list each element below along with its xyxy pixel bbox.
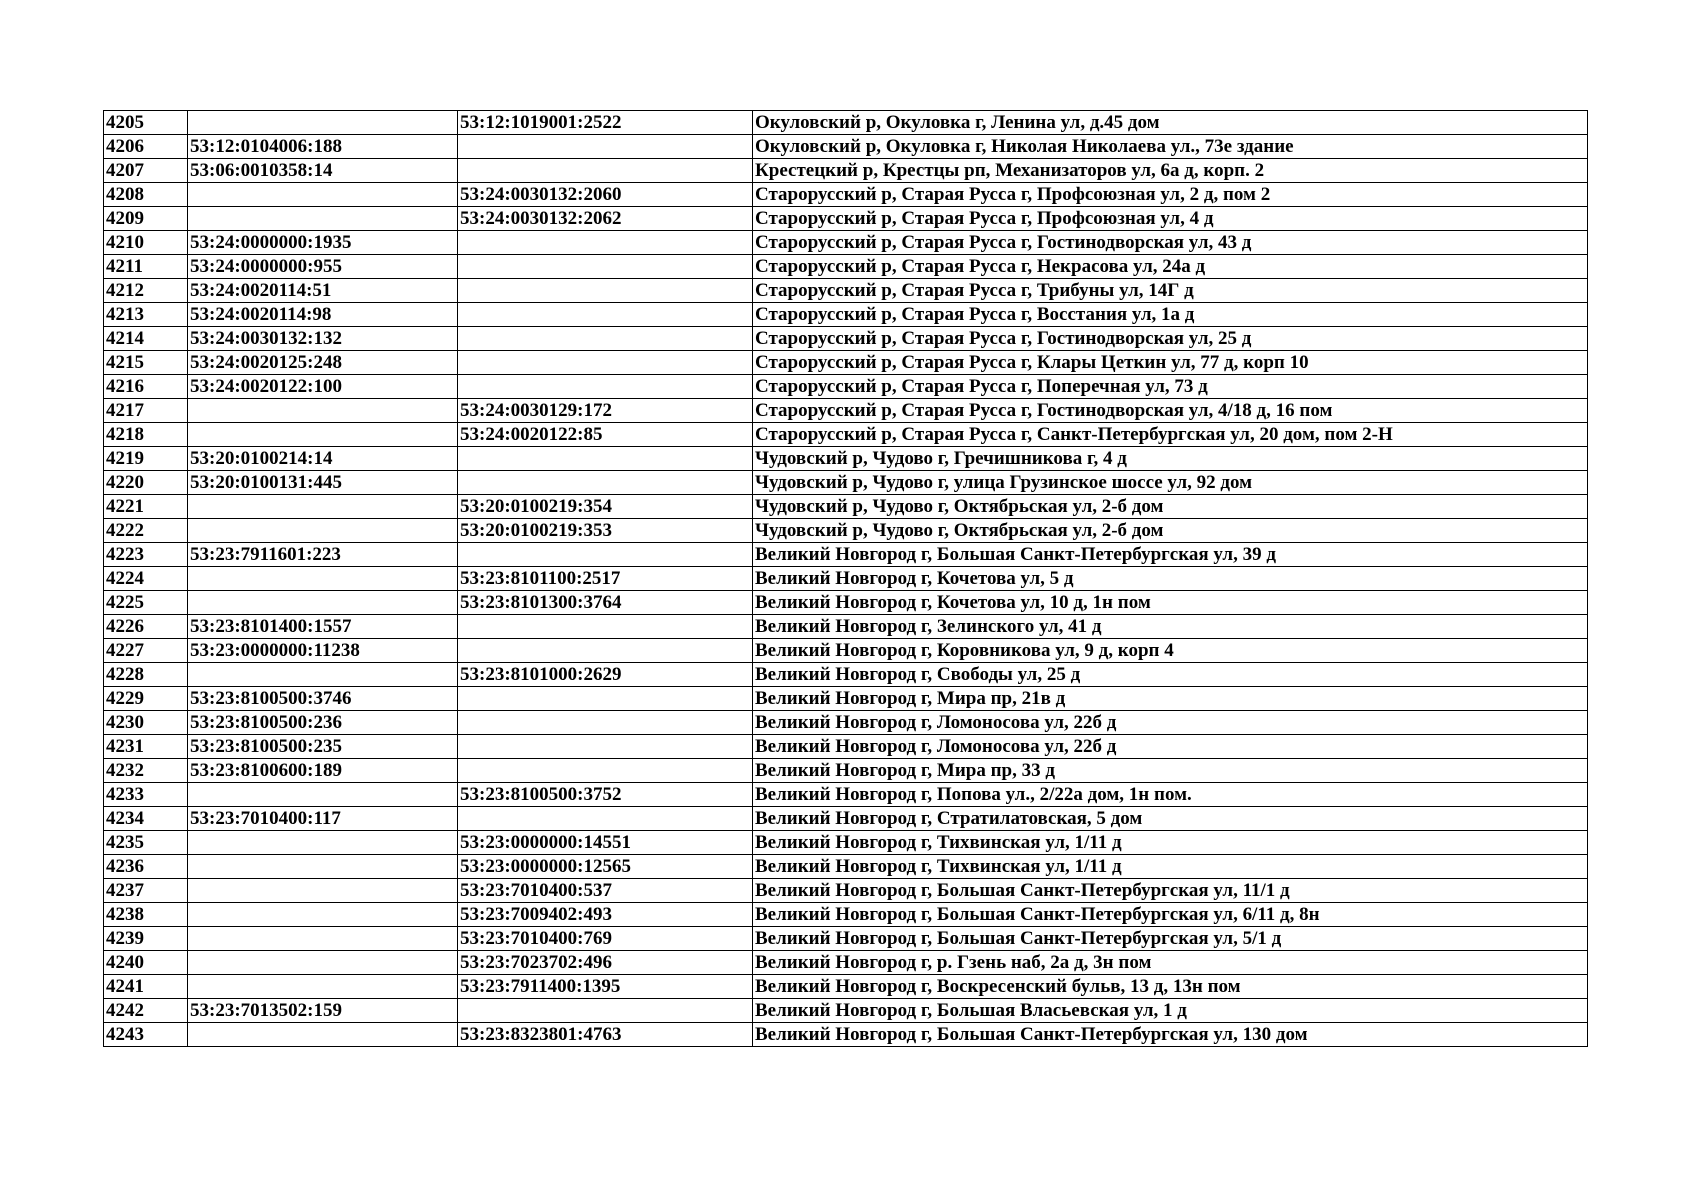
table-row — [104, 903, 1588, 927]
row-number-cell: 4238 — [104, 903, 188, 927]
cadastral-number-alt-cell: 53:24:0030132:2060 — [458, 183, 753, 207]
cadastral-number-cell: 53:12:0104006:188 — [188, 135, 458, 159]
table-row — [104, 543, 1588, 567]
address-cell: Великий Новгород г, Свободы ул, 25 д — [753, 663, 1588, 687]
address-cell: Чудовский р, Чудово г, Гречишникова г, 4 д — [753, 447, 1588, 471]
table-row — [104, 447, 1588, 471]
cadastral-number-cell — [188, 399, 458, 423]
table-row — [104, 495, 1588, 519]
row-number-cell: 4236 — [104, 855, 188, 879]
cadastral-number-alt-cell — [458, 447, 753, 471]
table-row — [104, 375, 1588, 399]
cadastral-number-alt-cell — [458, 375, 753, 399]
address-cell: Великий Новгород г, Коровникова ул, 9 д, корп 4 — [753, 639, 1588, 663]
table-row — [104, 783, 1588, 807]
cadastral-number-alt-cell: 53:20:0100219:354 — [458, 495, 753, 519]
table-row — [104, 351, 1588, 375]
cadastral-number-alt-cell — [458, 135, 753, 159]
table-row — [104, 135, 1588, 159]
cadastral-number-cell: 53:24:0020125:248 — [188, 351, 458, 375]
cadastral-number-alt-cell: 53:24:0020122:85 — [458, 423, 753, 447]
address-cell: Великий Новгород г, Тихвинская ул, 1/11 д — [753, 831, 1588, 855]
table-row — [104, 759, 1588, 783]
row-number-cell: 4207 — [104, 159, 188, 183]
cadastral-number-cell — [188, 951, 458, 975]
cadastral-number-alt-cell: 53:23:7009402:493 — [458, 903, 753, 927]
cadastral-number-cell: 53:23:8101400:1557 — [188, 615, 458, 639]
table-row — [104, 1023, 1588, 1047]
cadastral-number-alt-cell: 53:23:0000000:14551 — [458, 831, 753, 855]
table-row — [104, 831, 1588, 855]
cadastral-number-cell — [188, 879, 458, 903]
cadastral-number-cell: 53:24:0020122:100 — [188, 375, 458, 399]
cadastral-number-alt-cell — [458, 807, 753, 831]
cadastral-number-alt-cell: 53:24:0030132:2062 — [458, 207, 753, 231]
cadastral-number-cell — [188, 903, 458, 927]
cadastral-number-alt-cell — [458, 351, 753, 375]
table-row — [104, 255, 1588, 279]
cadastral-number-cell: 53:24:0000000:1935 — [188, 231, 458, 255]
cadastral-number-alt-cell — [458, 327, 753, 351]
cadastral-number-cell — [188, 927, 458, 951]
row-number-cell: 4206 — [104, 135, 188, 159]
table-row — [104, 207, 1588, 231]
row-number-cell: 4235 — [104, 831, 188, 855]
row-number-cell: 4211 — [104, 255, 188, 279]
cadastral-number-alt-cell: 53:23:7010400:537 — [458, 879, 753, 903]
cadastral-number-alt-cell — [458, 255, 753, 279]
cadastral-number-alt-cell — [458, 231, 753, 255]
table-row — [104, 423, 1588, 447]
address-cell: Старорусский р, Старая Русса г, Профсоюзная ул, 2 д, пом 2 — [753, 183, 1588, 207]
cadastral-number-cell — [188, 831, 458, 855]
table-row — [104, 639, 1588, 663]
row-number-cell: 4231 — [104, 735, 188, 759]
row-number-cell: 4219 — [104, 447, 188, 471]
table-row — [104, 711, 1588, 735]
cadastral-number-alt-cell — [458, 759, 753, 783]
address-cell: Окуловский р, Окуловка г, Николая Николаева ул., 73е здание — [753, 135, 1588, 159]
cadastral-number-cell — [188, 591, 458, 615]
table-row — [104, 399, 1588, 423]
cadastral-number-alt-cell — [458, 279, 753, 303]
address-cell: Окуловский р, Окуловка г, Ленина ул, д.45 дом — [753, 111, 1588, 135]
table-row — [104, 159, 1588, 183]
table-row — [104, 327, 1588, 351]
address-cell: Старорусский р, Старая Русса г, Некрасова ул, 24а д — [753, 255, 1588, 279]
row-number-cell: 4241 — [104, 975, 188, 999]
address-cell: Старорусский р, Старая Русса г, Профсоюзная ул, 4 д — [753, 207, 1588, 231]
address-cell: Великий Новгород г, Мира пр, 21в д — [753, 687, 1588, 711]
table-row — [104, 879, 1588, 903]
cadastral-number-cell — [188, 1023, 458, 1047]
row-number-cell: 4227 — [104, 639, 188, 663]
cadastral-number-alt-cell: 53:23:0000000:12565 — [458, 855, 753, 879]
row-number-cell: 4212 — [104, 279, 188, 303]
row-number-cell: 4230 — [104, 711, 188, 735]
address-cell: Старорусский р, Старая Русса г, Гостинодворская ул, 25 д — [753, 327, 1588, 351]
cadastral-number-cell — [188, 183, 458, 207]
row-number-cell: 4234 — [104, 807, 188, 831]
cadastral-number-alt-cell — [458, 543, 753, 567]
address-cell: Великий Новгород г, р. Гзень наб, 2а д, 3н пом — [753, 951, 1588, 975]
table-row — [104, 519, 1588, 543]
row-number-cell: 4210 — [104, 231, 188, 255]
table-row — [104, 111, 1588, 135]
row-number-cell: 4224 — [104, 567, 188, 591]
cadastral-number-cell — [188, 783, 458, 807]
cadastral-number-cell: 53:23:7010400:117 — [188, 807, 458, 831]
table-row — [104, 687, 1588, 711]
row-number-cell: 4222 — [104, 519, 188, 543]
cadastral-number-cell: 53:20:0100131:445 — [188, 471, 458, 495]
table-row — [104, 735, 1588, 759]
address-cell: Великий Новгород г, Воскресенский бульв, 13 д, 13н пом — [753, 975, 1588, 999]
address-cell: Великий Новгород г, Большая Санкт-Петербургская ул, 11/1 д — [753, 879, 1588, 903]
row-number-cell: 4205 — [104, 111, 188, 135]
address-cell: Великий Новгород г, Большая Санкт-Петербургская ул, 6/11 д, 8н — [753, 903, 1588, 927]
row-number-cell: 4240 — [104, 951, 188, 975]
address-cell: Великий Новгород г, Большая Санкт-Петербургская ул, 5/1 д — [753, 927, 1588, 951]
address-cell: Старорусский р, Старая Русса г, Гостинодворская ул, 4/18 д, 16 пом — [753, 399, 1588, 423]
table-row — [104, 471, 1588, 495]
cadastral-number-cell: 53:23:8100600:189 — [188, 759, 458, 783]
cadastral-number-alt-cell: 53:20:0100219:353 — [458, 519, 753, 543]
cadastral-number-cell: 53:20:0100214:14 — [188, 447, 458, 471]
cadastral-number-cell — [188, 207, 458, 231]
cadastral-number-alt-cell: 53:23:7911400:1395 — [458, 975, 753, 999]
address-cell: Великий Новгород г, Мира пр, 33 д — [753, 759, 1588, 783]
address-cell: Старорусский р, Старая Русса г, Гостинодворская ул, 43 д — [753, 231, 1588, 255]
cadastral-number-cell: 53:24:0030132:132 — [188, 327, 458, 351]
cadastral-number-cell: 53:24:0020114:98 — [188, 303, 458, 327]
cadastral-number-cell — [188, 111, 458, 135]
address-cell: Чудовский р, Чудово г, улица Грузинское шоссе ул, 92 дом — [753, 471, 1588, 495]
table-row — [104, 807, 1588, 831]
row-number-cell: 4216 — [104, 375, 188, 399]
row-number-cell: 4225 — [104, 591, 188, 615]
table-row — [104, 591, 1588, 615]
table-row — [104, 303, 1588, 327]
cadastral-number-cell: 53:23:0000000:11238 — [188, 639, 458, 663]
table-row — [104, 951, 1588, 975]
row-number-cell: 4214 — [104, 327, 188, 351]
property-registry-table — [103, 110, 1588, 1047]
cadastral-number-cell — [188, 567, 458, 591]
row-number-cell: 4218 — [104, 423, 188, 447]
table-row — [104, 975, 1588, 999]
cadastral-number-alt-cell — [458, 711, 753, 735]
address-cell: Старорусский р, Старая Русса г, Клары Цеткин ул, 77 д, корп 10 — [753, 351, 1588, 375]
row-number-cell: 4232 — [104, 759, 188, 783]
row-number-cell: 4215 — [104, 351, 188, 375]
table-body — [104, 111, 1588, 1047]
cadastral-number-alt-cell: 53:23:8101100:2517 — [458, 567, 753, 591]
row-number-cell: 4228 — [104, 663, 188, 687]
cadastral-number-alt-cell: 53:12:1019001:2522 — [458, 111, 753, 135]
table-row — [104, 999, 1588, 1023]
cadastral-number-cell: 53:23:7013502:159 — [188, 999, 458, 1023]
document-page — [103, 110, 1587, 1047]
cadastral-number-alt-cell — [458, 303, 753, 327]
address-cell: Старорусский р, Старая Русса г, Санкт-Петербургская ул, 20 дом, пом 2-Н — [753, 423, 1588, 447]
address-cell: Великий Новгород г, Зелинского ул, 41 д — [753, 615, 1588, 639]
address-cell: Старорусский р, Старая Русса г, Восстания ул, 1а д — [753, 303, 1588, 327]
row-number-cell: 4209 — [104, 207, 188, 231]
address-cell: Чудовский р, Чудово г, Октябрьская ул, 2-б дом — [753, 495, 1588, 519]
cadastral-number-cell — [188, 423, 458, 447]
address-cell: Великий Новгород г, Кочетова ул, 10 д, 1н пом — [753, 591, 1588, 615]
row-number-cell: 4226 — [104, 615, 188, 639]
cadastral-number-alt-cell — [458, 615, 753, 639]
row-number-cell: 4233 — [104, 783, 188, 807]
row-number-cell: 4213 — [104, 303, 188, 327]
cadastral-number-alt-cell — [458, 999, 753, 1023]
row-number-cell: 4229 — [104, 687, 188, 711]
cadastral-number-alt-cell — [458, 159, 753, 183]
row-number-cell: 4223 — [104, 543, 188, 567]
cadastral-number-alt-cell: 53:23:8101000:2629 — [458, 663, 753, 687]
cadastral-number-alt-cell: 53:23:8100500:3752 — [458, 783, 753, 807]
address-cell: Чудовский р, Чудово г, Октябрьская ул, 2-б дом — [753, 519, 1588, 543]
row-number-cell: 4208 — [104, 183, 188, 207]
cadastral-number-alt-cell: 53:23:8323801:4763 — [458, 1023, 753, 1047]
cadastral-number-alt-cell: 53:23:7010400:769 — [458, 927, 753, 951]
cadastral-number-cell — [188, 495, 458, 519]
address-cell: Великий Новгород г, Ломоносова ул, 22б д — [753, 711, 1588, 735]
cadastral-number-alt-cell — [458, 687, 753, 711]
cadastral-number-alt-cell — [458, 735, 753, 759]
table-row — [104, 927, 1588, 951]
table-row — [104, 183, 1588, 207]
row-number-cell: 4220 — [104, 471, 188, 495]
address-cell: Великий Новгород г, Большая Санкт-Петербургская ул, 130 дом — [753, 1023, 1588, 1047]
cadastral-number-cell — [188, 519, 458, 543]
table-row — [104, 855, 1588, 879]
cadastral-number-cell: 53:06:0010358:14 — [188, 159, 458, 183]
cadastral-number-cell: 53:23:7911601:223 — [188, 543, 458, 567]
address-cell: Старорусский р, Старая Русса г, Трибуны ул, 14Г д — [753, 279, 1588, 303]
address-cell: Великий Новгород г, Попова ул., 2/22а дом, 1н пом. — [753, 783, 1588, 807]
cadastral-number-cell: 53:23:8100500:235 — [188, 735, 458, 759]
address-cell: Великий Новгород г, Кочетова ул, 5 д — [753, 567, 1588, 591]
table-row — [104, 279, 1588, 303]
row-number-cell: 4243 — [104, 1023, 188, 1047]
address-cell: Великий Новгород г, Большая Санкт-Петербургская ул, 39 д — [753, 543, 1588, 567]
cadastral-number-cell — [188, 975, 458, 999]
address-cell: Великий Новгород г, Ломоносова ул, 22б д — [753, 735, 1588, 759]
table-row — [104, 663, 1588, 687]
row-number-cell: 4242 — [104, 999, 188, 1023]
cadastral-number-cell: 53:24:0020114:51 — [188, 279, 458, 303]
cadastral-number-cell: 53:23:8100500:236 — [188, 711, 458, 735]
row-number-cell: 4217 — [104, 399, 188, 423]
row-number-cell: 4221 — [104, 495, 188, 519]
table-row — [104, 231, 1588, 255]
address-cell: Великий Новгород г, Большая Власьевская ул, 1 д — [753, 999, 1588, 1023]
cadastral-number-cell — [188, 855, 458, 879]
table-row — [104, 615, 1588, 639]
cadastral-number-alt-cell: 53:24:0030129:172 — [458, 399, 753, 423]
cadastral-number-alt-cell — [458, 471, 753, 495]
address-cell: Великий Новгород г, Тихвинская ул, 1/11 д — [753, 855, 1588, 879]
cadastral-number-cell: 53:24:0000000:955 — [188, 255, 458, 279]
cadastral-number-alt-cell — [458, 639, 753, 663]
cadastral-number-alt-cell: 53:23:8101300:3764 — [458, 591, 753, 615]
address-cell: Крестецкий р, Крестцы рп, Механизаторов ул, 6а д, корп. 2 — [753, 159, 1588, 183]
row-number-cell: 4239 — [104, 927, 188, 951]
table-row — [104, 567, 1588, 591]
cadastral-number-cell: 53:23:8100500:3746 — [188, 687, 458, 711]
address-cell: Великий Новгород г, Стратилатовская, 5 дом — [753, 807, 1588, 831]
row-number-cell: 4237 — [104, 879, 188, 903]
cadastral-number-alt-cell: 53:23:7023702:496 — [458, 951, 753, 975]
cadastral-number-cell — [188, 663, 458, 687]
address-cell: Старорусский р, Старая Русса г, Поперечная ул, 73 д — [753, 375, 1588, 399]
